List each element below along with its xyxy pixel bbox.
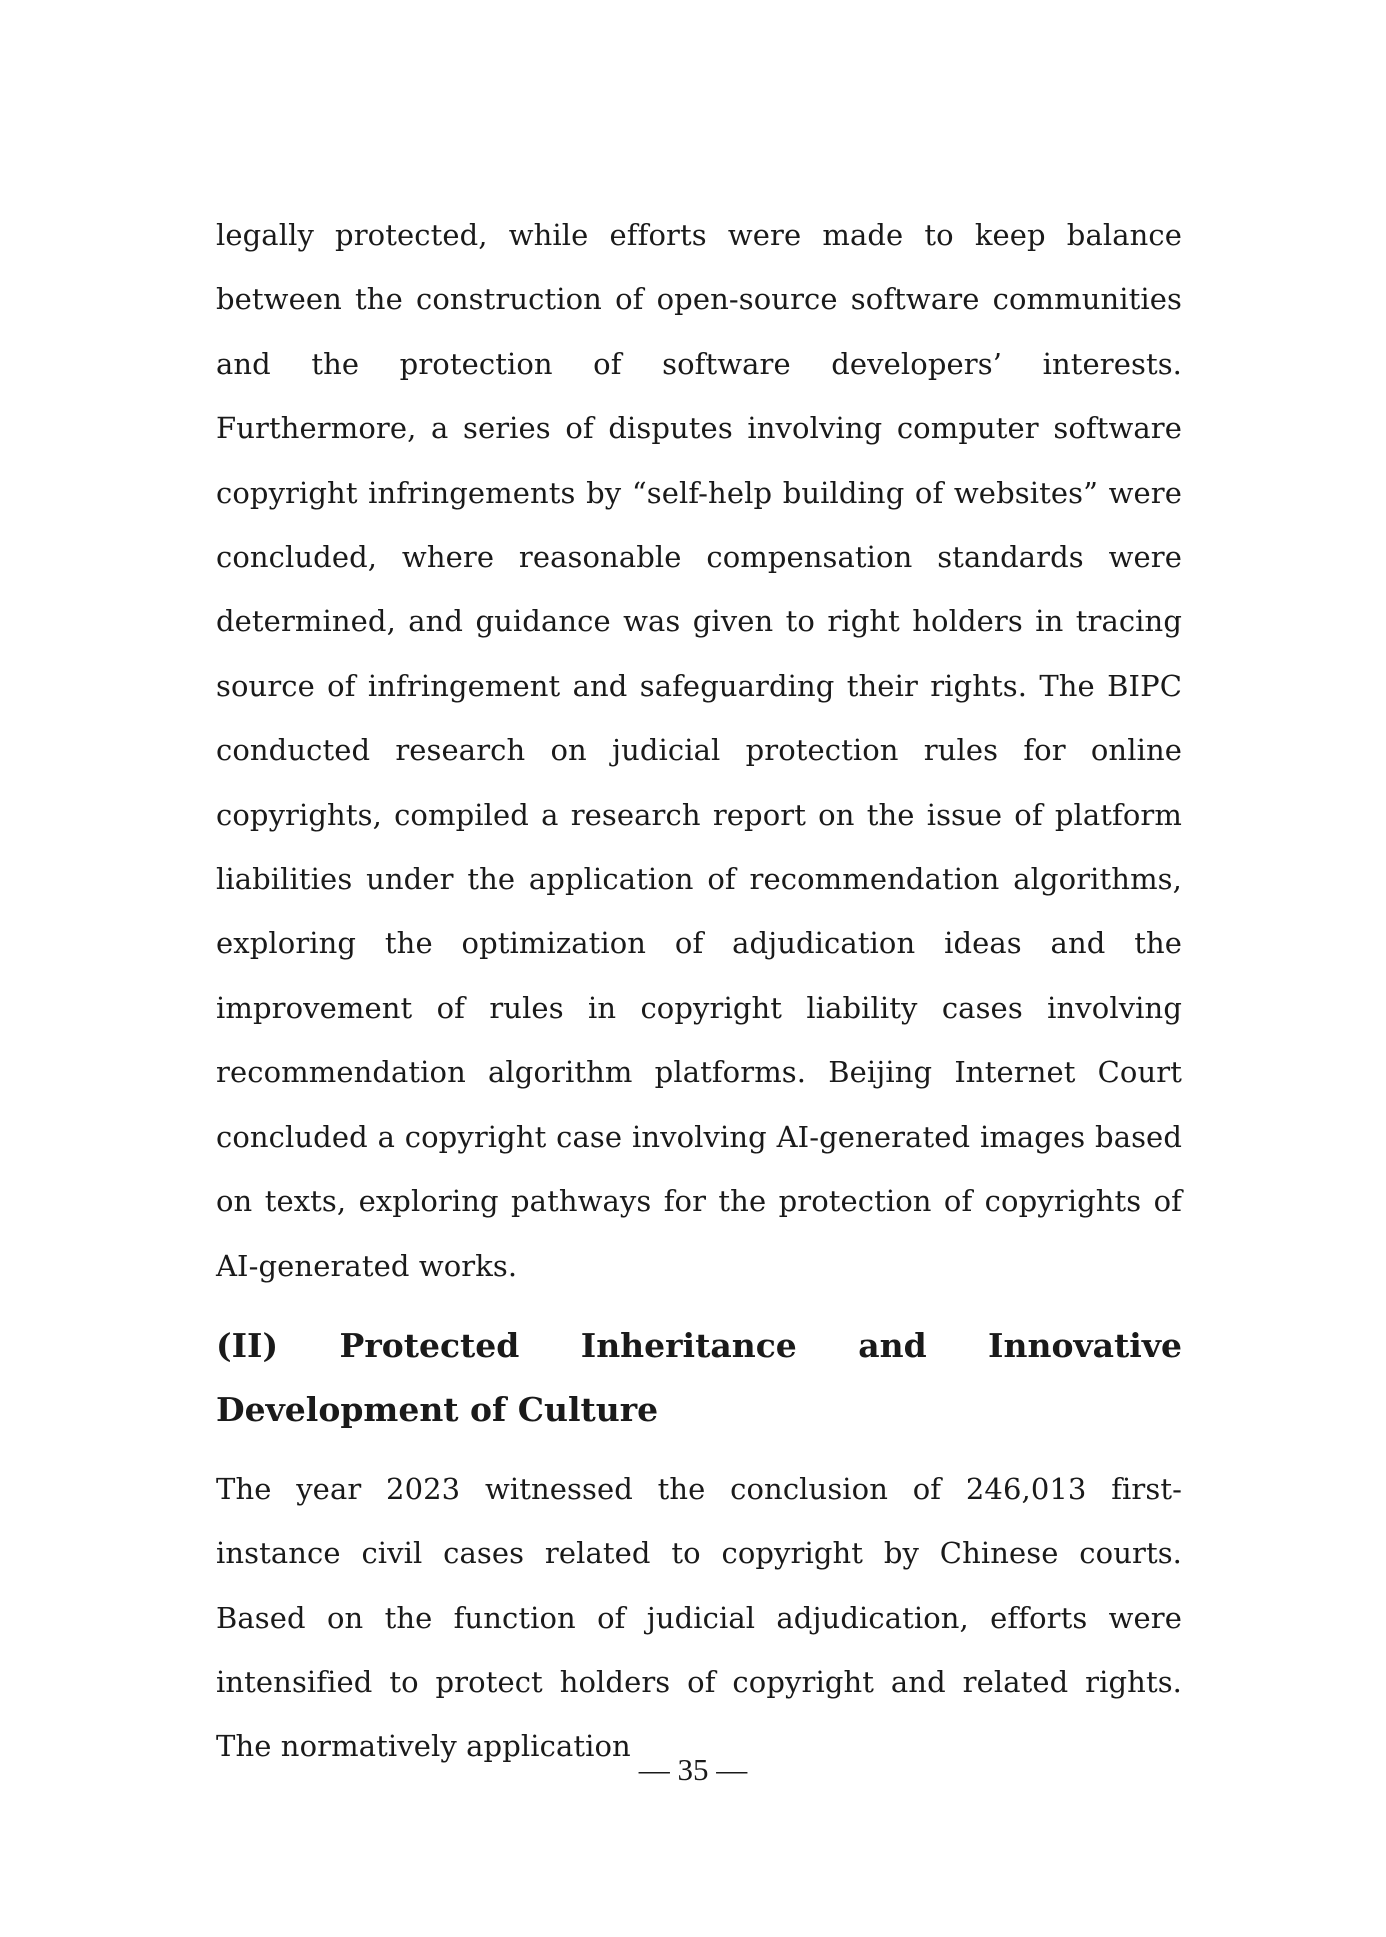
body-paragraph: legally protected, while efforts were made to keep balance between the construction of open-source software communities and the protection of software developers’ interests. Furthermore, a series of disputes involving computer software copyright infringements by “self-help building of websites” were concluded, where reasonable compensation standards were determined, and guidance was given to right holders in tracing source of infringement and safeguarding their rights. The BIPC conducted research on judicial protection rules for online copyrights, compiled a research report on the issue of platform liabilities under the application of recommendation algorithms, exploring the optimization of adjudication ideas and the improvement of rules in copyright liability cases involving recommendation algorithm platforms. Beijing Internet Court concluded a copyright case involving AI-generated images based on texts, exploring pathways for the protection of copyrights of AI-generated works.	[216, 218, 1182, 1283]
page-content	[216, 203, 1182, 1779]
body-paragraph: The year 2023 witnessed the conclusion of 246,013 first-instance civil cases related to copyright by Chinese courts. Based on the function of judicial adjudication, efforts were intensified to protect holders of copyright and related rights. The normatively application	[216, 1471, 1182, 1764]
section-heading: (II) Protected Inheritance and Innovative Development of Culture	[216, 1325, 1182, 1430]
page-number: — 35 —	[638, 1752, 748, 1787]
